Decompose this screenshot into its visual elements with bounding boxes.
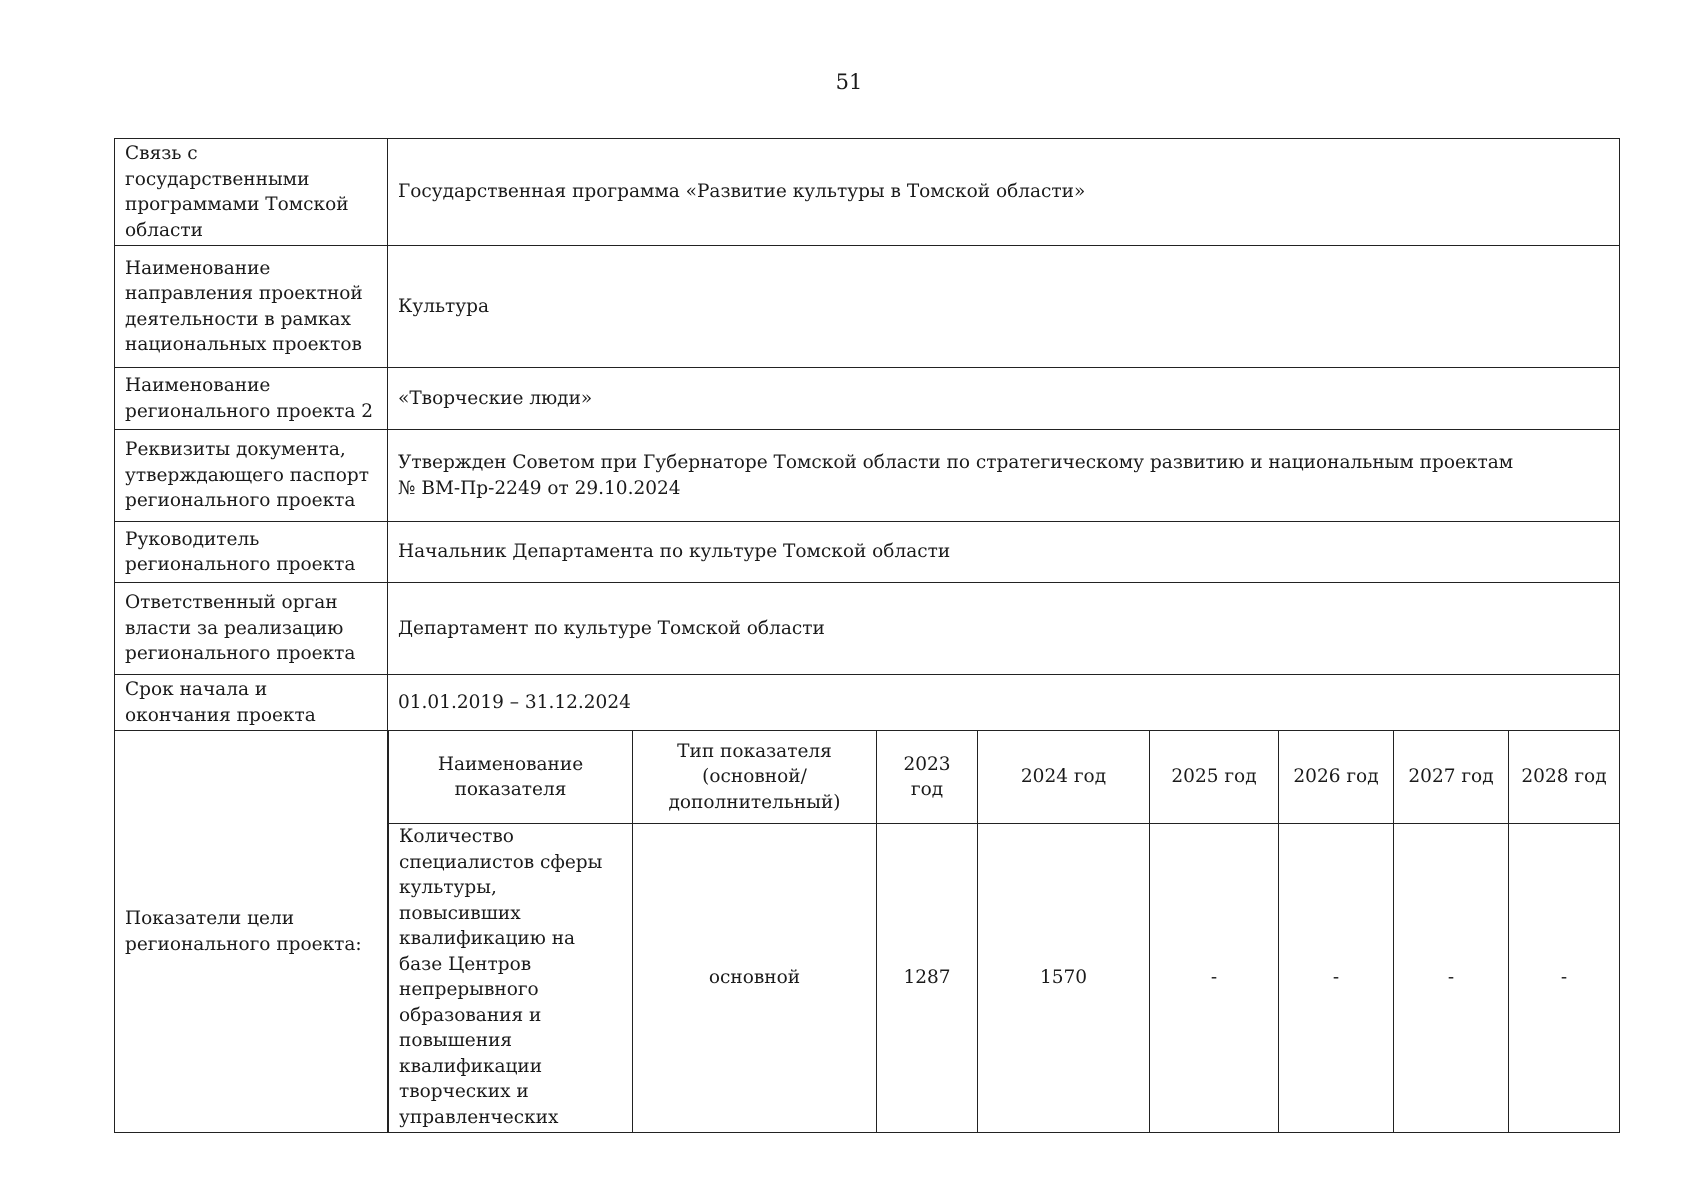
- table-row: [115, 675, 1620, 731]
- indicators-cell: [388, 731, 1620, 1133]
- row-value: 01.01.2019 – 31.12.2024: [388, 675, 1620, 731]
- table-row: [115, 522, 1620, 583]
- table-row: [115, 139, 1620, 246]
- indicators-row: [115, 731, 1620, 1133]
- row-value: Департамент по культуре Томской области: [388, 583, 1620, 675]
- header-name: Наименование показателя: [389, 731, 633, 824]
- header-2025: 2025 год: [1150, 731, 1279, 824]
- document-number-line: № ВМ-Пр-2249 от 29.10.2024: [398, 477, 681, 499]
- indicator-row: [389, 824, 1620, 1133]
- indicators-table: [388, 731, 1619, 1132]
- row-label: Наименование регионального проекта 2: [115, 368, 388, 430]
- row-label: Реквизиты документа, утверждающего паспорт регионального проекта: [115, 430, 388, 522]
- header-2024: 2024 год: [978, 731, 1150, 824]
- indicators-label: Показатели цели регионального проекта:: [115, 731, 388, 1133]
- row-label: Руководитель регионального проекта: [115, 522, 388, 583]
- row-value: Начальник Департамента по культуре Томской области: [388, 522, 1620, 583]
- row-label: Связь с государственными программами Томской области: [115, 139, 388, 246]
- header-type: Тип показателя (основной/ дополнительный): [633, 731, 877, 824]
- row-label: Наименование направления проектной деятельности в рамках национальных проектов: [115, 246, 388, 368]
- header-2026: 2026 год: [1279, 731, 1394, 824]
- indicator-2026: -: [1279, 824, 1394, 1133]
- row-value: Государственная программа «Развитие культуры в Томской области»: [388, 139, 1620, 246]
- indicator-2023: 1287: [877, 824, 978, 1133]
- row-value: Культура: [388, 246, 1620, 368]
- indicator-type: основной: [633, 824, 877, 1133]
- indicator-2024: 1570: [978, 824, 1150, 1133]
- row-label: Срок начала и окончания проекта: [115, 675, 388, 731]
- table-row: [115, 246, 1620, 368]
- page-number: 51: [835, 70, 863, 94]
- project-passport-table: [114, 138, 1620, 1133]
- document-requisites-line: Утвержден Советом при Губернаторе Томской области по стратегическому развитию и национальным проектам: [398, 452, 1514, 473]
- header-2027: 2027 год: [1394, 731, 1509, 824]
- header-2023: 2023 год: [877, 731, 978, 824]
- table-row: [115, 368, 1620, 430]
- indicator-2025: -: [1150, 824, 1279, 1133]
- indicators-header-row: [389, 731, 1620, 824]
- indicator-2027: -: [1394, 824, 1509, 1133]
- row-value: [388, 430, 1620, 522]
- table-row: [115, 430, 1620, 522]
- table-row: [115, 583, 1620, 675]
- indicator-2028: -: [1509, 824, 1620, 1133]
- header-2028: 2028 год: [1509, 731, 1620, 824]
- row-label: Ответственный орган власти за реализацию регионального проекта: [115, 583, 388, 675]
- indicator-name: Количество специалистов сферы культуры, повысивших квалификацию на базе Центров непрерывного образования и повышения квалификации творческих и управленческих: [389, 824, 633, 1133]
- row-value: «Творческие люди»: [388, 368, 1620, 430]
